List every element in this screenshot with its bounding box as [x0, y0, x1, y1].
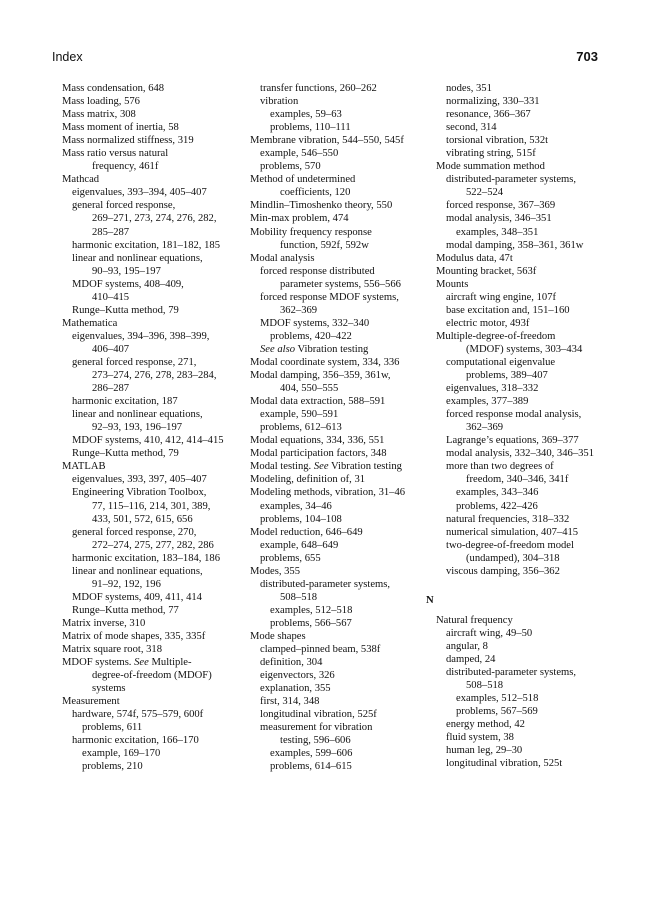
index-entry: damped, 24: [446, 653, 496, 665]
index-entry: examples, 348–351: [456, 226, 539, 238]
index-entry: Mindlin–Timoshenko theory, 550: [250, 200, 393, 212]
index-entry: longitudinal vibration, 525t: [446, 758, 563, 770]
index-entry: Modal testing. See Vibration testing: [250, 461, 402, 473]
index-entry: Modal equations, 334, 336, 551: [250, 435, 385, 447]
index-entry: vibration: [260, 96, 299, 108]
index-entry: 285–287: [92, 226, 130, 238]
index-entry: modal damping, 358–361, 361w: [446, 239, 584, 251]
index-entry: 508–518: [466, 680, 504, 692]
index-entry: linear and nonlinear equations,: [72, 252, 203, 264]
index-entry: problems, 612–613: [260, 422, 342, 434]
index-entry: 404, 550–555: [280, 383, 339, 395]
index-entry: normalizing, 330–331: [446, 96, 540, 108]
index-entry: Modal damping, 356–359, 361w,: [250, 370, 391, 382]
index-entry: problems, 110–111: [270, 122, 351, 134]
index-entry: 508–518: [280, 591, 318, 603]
index-entry: Measurement: [62, 696, 120, 708]
index-entry: example, 648–649: [260, 539, 339, 551]
index-entry: modal analysis, 332–340, 346–351: [446, 448, 595, 460]
index-entry: second, 314: [446, 122, 497, 134]
index-entry: 77, 115–116, 214, 301, 389,: [92, 500, 211, 512]
index-column-3: [426, 82, 598, 770]
index-entry: 362–369: [280, 304, 318, 316]
index-entry: Modal participation factors, 348: [250, 448, 387, 460]
index-entry: Mathematica: [62, 317, 118, 329]
index-entry: more than two degrees of: [446, 461, 554, 473]
index-entry: eigenvectors, 326: [260, 670, 335, 682]
index-entry: measurement for vibration: [260, 722, 373, 734]
index-entry: forced response modal analysis,: [446, 409, 582, 421]
index-entry: Modulus data, 47t: [436, 252, 513, 264]
index-entry: Mobility frequency response: [250, 226, 372, 238]
index-entry: problems, 104–108: [260, 513, 342, 525]
index-entry: resonance, 366–367: [446, 109, 531, 121]
index-entry: testing, 596–606: [280, 735, 351, 747]
index-entry: harmonic excitation, 181–182, 185: [72, 239, 220, 251]
index-entry: Matrix of mode shapes, 335, 335f: [62, 630, 206, 642]
index-entry: MDOF systems, 409, 411, 414: [72, 591, 202, 603]
index-entry: Lagrange’s equations, 369–377: [446, 435, 579, 447]
index-entry: viscous damping, 356–362: [446, 565, 560, 577]
page-number: 703: [576, 49, 598, 64]
index-entry: vibrating string, 515f: [446, 148, 536, 160]
index-entry: examples, 599–606: [270, 748, 353, 760]
index-entry: 433, 501, 572, 615, 656: [92, 513, 193, 525]
index-entry: Modal analysis: [250, 252, 315, 264]
index-entry: example, 590–591: [260, 409, 339, 421]
index-entry: (undamped), 304–318: [466, 552, 560, 564]
index-entry: Modal data extraction, 588–591: [250, 396, 386, 408]
index-entry: Mass matrix, 308: [62, 109, 136, 121]
index-entry: fluid system, 38: [446, 732, 514, 744]
index-entry: nodes, 351: [446, 83, 492, 94]
index-entry: Mass moment of inertia, 58: [62, 122, 179, 134]
index-entry: problems, 567–569: [456, 706, 538, 718]
index-entry: Membrane vibration, 544–550, 545f: [250, 135, 404, 147]
index-entry: general forced response,: [72, 200, 176, 212]
index-entry: harmonic excitation, 187: [72, 396, 178, 408]
index-section-heading: N: [426, 594, 434, 606]
index-entry: MDOF systems, 410, 412, 414–415: [72, 435, 224, 447]
index-entry: distributed-parameter systems,: [446, 667, 577, 679]
index-entry: torsional vibration, 532t: [446, 135, 549, 147]
index-entry: computational eigenvalue: [446, 356, 556, 368]
index-entry: problems, 420–422: [270, 330, 352, 342]
index-entry: problems, 566–567: [270, 617, 352, 629]
index-entry: aircraft wing, 49–50: [446, 627, 533, 639]
index-entry: Matrix inverse, 310: [62, 617, 146, 629]
index-entry: degree-of-freedom (MDOF): [92, 670, 212, 682]
index-entry: Mass loading, 576: [62, 96, 140, 108]
index-entry: distributed-parameter systems,: [260, 578, 391, 590]
index-entry: eigenvalues, 394–396, 398–399,: [72, 330, 210, 342]
index-entry: transfer functions, 260–262: [260, 83, 377, 94]
index-entry: parameter systems, 556–566: [280, 278, 401, 290]
index-entry: 92–93, 193, 196–197: [92, 422, 183, 434]
index-entry: numerical simulation, 407–415: [446, 526, 579, 538]
index-entry: problems, 655: [260, 552, 321, 564]
index-entry: harmonic excitation, 166–170: [72, 735, 199, 747]
index-entry: 286–287: [92, 383, 130, 395]
running-head: Index: [52, 50, 83, 64]
index-entry: first, 314, 348: [260, 696, 320, 708]
index-entry: Modes, 355: [250, 565, 301, 577]
index-entry: MDOF systems, 408–409,: [72, 278, 184, 290]
index-entry: base excitation and, 151–160: [446, 304, 570, 316]
index-entry: Modal coordinate system, 334, 336: [250, 356, 400, 368]
index-entry: natural frequencies, 318–332: [446, 513, 570, 525]
index-entry: MATLAB: [62, 461, 106, 473]
index-entry: systems: [92, 683, 126, 695]
index-entry: Mass normalized stiffness, 319: [62, 135, 194, 147]
index-entry: general forced response, 270,: [72, 526, 197, 538]
index-entry: forced response MDOF systems,: [260, 291, 399, 303]
index-entry: Mounts: [436, 278, 469, 290]
index-entry: linear and nonlinear equations,: [72, 565, 203, 577]
index-entry: Runge–Kutta method, 79: [72, 448, 179, 460]
index-entry: examples, 343–346: [456, 487, 539, 499]
index-entry: 90–93, 195–197: [92, 265, 161, 277]
index-entry: angular, 8: [446, 640, 488, 652]
index-entry: 269–271, 273, 274, 276, 282,: [92, 213, 217, 225]
index-column-2: [250, 82, 420, 773]
index-entry: Matrix square root, 318: [62, 644, 163, 656]
index-entry: (MDOF) systems, 303–434: [466, 343, 583, 355]
index-entry: Mounting bracket, 563f: [436, 265, 537, 277]
index-entry: examples, 59–63: [270, 109, 342, 121]
index-entry: coefficients, 120: [280, 187, 351, 199]
index-entry: Mathcad: [62, 174, 100, 186]
index-entry: forced response distributed: [260, 265, 375, 277]
index-entry: Natural frequency: [436, 614, 513, 626]
index-entry: hardware, 574f, 575–579, 600f: [72, 709, 204, 721]
index-entry: linear and nonlinear equations,: [72, 409, 203, 421]
index-entry: Runge–Kutta method, 77: [72, 604, 179, 616]
index-entry: frequency, 461f: [92, 161, 159, 173]
index-entry: examples, 512–518: [270, 604, 353, 616]
index-entry: Engineering Vibration Toolbox,: [72, 487, 207, 499]
index-entry: Mode shapes: [250, 630, 306, 642]
index-entry: Method of undetermined: [250, 174, 356, 186]
index-entry: example, 169–170: [82, 748, 161, 760]
index-entry: MDOF systems. See Multiple-: [62, 657, 192, 669]
index-entry: two-degree-of-freedom model: [446, 539, 574, 551]
index-entry: 273–274, 276, 278, 283–284,: [92, 370, 217, 382]
index-entry: Modeling, definition of, 31: [250, 474, 366, 486]
index-entry: eigenvalues, 393–394, 405–407: [72, 187, 207, 199]
index-entry: problems, 570: [260, 161, 321, 173]
index-entry: electric motor, 493f: [446, 317, 530, 329]
index-entry: See also Vibration testing: [260, 343, 369, 355]
index-entry: human leg, 29–30: [446, 745, 523, 757]
index-entry: problems, 210: [82, 761, 143, 773]
index-entry: Runge–Kutta method, 79: [72, 304, 179, 316]
index-column-1: [52, 82, 242, 773]
index-entry: 522–524: [466, 187, 504, 199]
page-header: [52, 50, 598, 66]
index-entry: aircraft wing engine, 107f: [446, 291, 557, 303]
index-entry: problems, 389–407: [466, 370, 548, 382]
index-entry: problems, 611: [82, 722, 143, 734]
index-entry: example, 546–550: [260, 148, 339, 160]
index-entry: forced response, 367–369: [446, 200, 556, 212]
index-entry: explanation, 355: [260, 683, 331, 695]
index-entry: Modeling methods, vibration, 31–46: [250, 487, 406, 499]
index-entry: 272–274, 275, 277, 282, 286: [92, 539, 214, 551]
index-entry: modal analysis, 346–351: [446, 213, 552, 225]
index-entry: general forced response, 271,: [72, 356, 197, 368]
index-entry: function, 592f, 592w: [280, 239, 369, 251]
index-entry: Mode summation method: [436, 161, 545, 173]
index-entry: problems, 422–426: [456, 500, 538, 512]
index-entry: energy method, 42: [446, 719, 525, 731]
index-entry: 410–415: [92, 291, 130, 303]
index-entry: problems, 614–615: [270, 761, 352, 773]
index-entry: longitudinal vibration, 525f: [260, 709, 377, 721]
index-entry: clamped–pinned beam, 538f: [260, 644, 381, 656]
index-entry: 406–407: [92, 343, 130, 355]
index-entry: examples, 377–389: [446, 396, 529, 408]
index-entry: Mass condensation, 648: [62, 83, 165, 94]
index-entry: eigenvalues, 393, 397, 405–407: [72, 474, 207, 486]
index-entry: Multiple-degree-of-freedom: [436, 330, 556, 342]
index-entry: definition, 304: [260, 657, 323, 669]
index-entry: examples, 512–518: [456, 693, 539, 705]
index-entry: Mass ratio versus natural: [62, 148, 169, 160]
index-entry: 91–92, 192, 196: [92, 578, 161, 590]
index-entry: MDOF systems, 332–340: [260, 317, 370, 329]
index-entry: Model reduction, 646–649: [250, 526, 363, 538]
index-entry: 362–369: [466, 422, 504, 434]
index-entry: harmonic excitation, 183–184, 186: [72, 552, 220, 564]
index-entry: Min-max problem, 474: [250, 213, 349, 225]
index-entry: eigenvalues, 318–332: [446, 383, 539, 395]
index-entry: examples, 34–46: [260, 500, 332, 512]
index-entry: freedom, 340–346, 341f: [466, 474, 569, 486]
index-entry: distributed-parameter systems,: [446, 174, 577, 186]
